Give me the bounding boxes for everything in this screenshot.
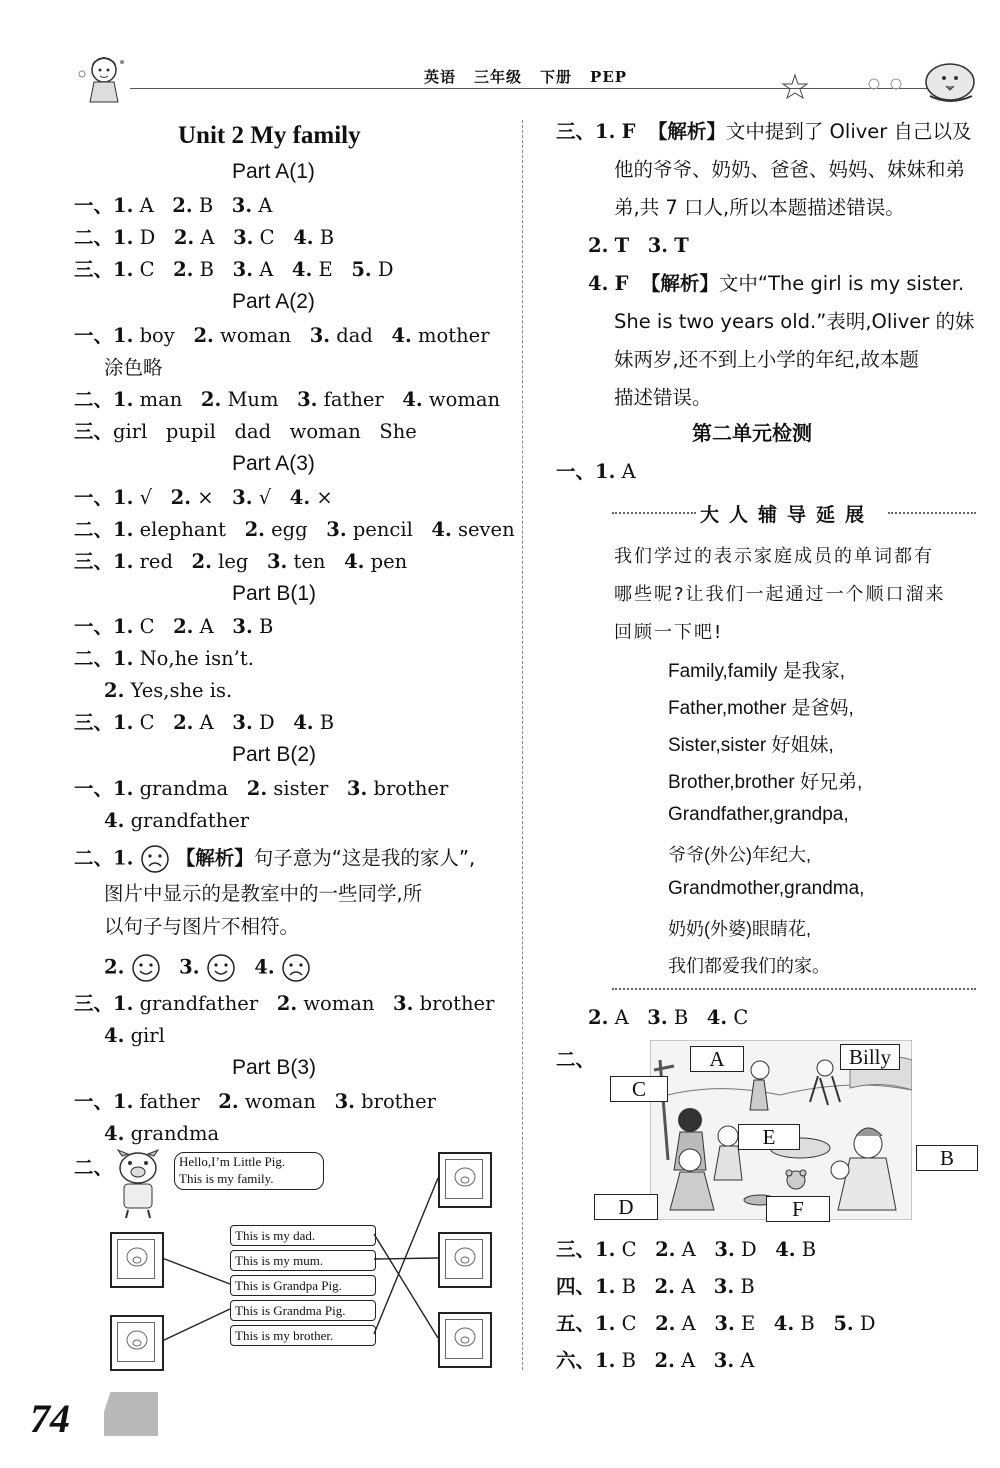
- answer-line: 4. F 【解析】文中“The girl is my sister.: [588, 272, 965, 295]
- rhyme-line: Grandmother,grandma,: [668, 878, 865, 899]
- explanation-line: 弟,共 7 口人,所以本题描述错误。: [614, 196, 905, 219]
- sentence-box: This is my dad.: [230, 1225, 376, 1246]
- answer-line: 二、1. No,he isn’t.: [74, 647, 254, 670]
- pig-face-icon: [450, 1243, 480, 1273]
- picture-label: E: [738, 1124, 800, 1150]
- answer-line: 三、1. red 2. leg 3. ten 4. pen: [74, 550, 408, 573]
- bird-cartoon-icon: [860, 50, 980, 106]
- answer-line: 六、1. B 2. A 3. A: [556, 1349, 755, 1372]
- answer-line: 三、1. F 【解析】文中提到了 Oliver 自己以及: [556, 120, 972, 143]
- answer-line: 4. grandma: [104, 1122, 220, 1145]
- part-b2-heading: Part B(2): [232, 743, 317, 766]
- picture-label: Billy: [840, 1044, 900, 1070]
- pig-face-icon: [122, 1243, 152, 1273]
- dotted-rule: [888, 512, 976, 514]
- rhyme-line: Grandfather,grandpa,: [668, 804, 849, 825]
- column-divider: [522, 120, 523, 1370]
- answer-line: 二、1. man 2. Mum 3. father 4. woman: [74, 388, 501, 411]
- answer-line: 三、1. C 2. A 3. D 4. B: [74, 711, 335, 734]
- answer-line: 4. grandfather: [104, 809, 250, 832]
- part-b3-heading: Part B(3): [232, 1056, 317, 1079]
- pig-face-icon: [450, 1323, 480, 1353]
- answer-line: 4. girl: [104, 1024, 165, 1047]
- answer-line: 一、1. √ 2. × 3. √ 4. ×: [74, 486, 333, 509]
- answer-line: 四、1. B 2. A 3. B: [556, 1275, 755, 1298]
- explanation-line: 图片中显示的是教室中的一些同学,所: [104, 882, 423, 905]
- answer-line: 一、1. grandma 2. sister 3. brother: [74, 777, 449, 800]
- answer-line: 一、1. father 2. woman 3. brother: [74, 1090, 436, 1113]
- sentence-box: This is my mum.: [230, 1250, 376, 1271]
- part-a1-heading: Part A(1): [232, 160, 315, 183]
- pig-face-icon: [450, 1163, 480, 1193]
- sentence-box: This is Grandma Pig.: [230, 1300, 376, 1321]
- tips-text: 回顾一下吧!: [614, 622, 724, 643]
- answer-note: 涂色略: [104, 356, 163, 379]
- page-tab-decoration: [104, 1392, 158, 1436]
- answer-line: 2. 3. 4.: [104, 953, 311, 983]
- rhyme-line: 爷爷(外公)年纪大,: [668, 845, 811, 865]
- explanation-line: 妹两岁,还不到上小学的年纪,故本题: [614, 348, 919, 371]
- answer-line: 一、1. C 2. A 3. B: [74, 615, 274, 638]
- dotted-rule: [612, 988, 976, 990]
- header-text: 英语 三年级 下册 PEP: [424, 68, 628, 86]
- rhyme-line: Sister,sister 好姐妹,: [668, 735, 834, 756]
- page-title: Unit 2 My family: [178, 122, 361, 149]
- parent-tips-heading: 大人辅导延展: [700, 504, 875, 526]
- dotted-rule: [612, 512, 696, 514]
- page-number: 74: [30, 1396, 70, 1441]
- part-a3-heading: Part A(3): [232, 452, 315, 475]
- answer-line: 五、1. C 2. A 3. E 4. B 5. D: [556, 1312, 876, 1335]
- explanation-line: 以句子与图片不相符。: [104, 915, 300, 938]
- answer-line: 2. Yes,she is.: [104, 679, 233, 702]
- girl-cartoon-icon: [70, 52, 132, 110]
- unit-test-heading: 第二单元检测: [692, 421, 812, 445]
- answer-line: 二、1. D 2. A 3. C 4. B: [74, 226, 335, 249]
- picture-frame: [438, 1312, 492, 1368]
- picture-label: D: [594, 1194, 658, 1220]
- rhyme-line: Family,family 是我家,: [668, 661, 845, 682]
- tips-text: 哪些呢?让我们一起通过一个顺口溜来: [614, 584, 946, 605]
- picture-label: C: [610, 1076, 668, 1102]
- answer-line: 三、1. C 2. B 3. A 4. E 5. D: [74, 258, 394, 281]
- picture-label: A: [690, 1046, 744, 1072]
- answer-line: 三、1. C 2. A 3. D 4. B: [556, 1238, 817, 1261]
- answer-line: 三、girl pupil dad woman She: [74, 420, 417, 443]
- part-b1-heading: Part B(1): [232, 582, 317, 605]
- picture-frame: [110, 1315, 164, 1371]
- rhyme-line: 奶奶(外婆)眼睛花,: [668, 919, 811, 939]
- picture-label: F: [766, 1196, 830, 1222]
- answer-line: 二、1. elephant 2. egg 3. pencil 4. seven: [74, 518, 515, 541]
- header-rule: [130, 88, 930, 89]
- speech-bubble: Hello,I’m Little Pig. This is my family.: [174, 1152, 324, 1190]
- pig-cartoon-icon: [108, 1148, 172, 1220]
- explanation-line: 描述错误。: [614, 386, 712, 409]
- answer-line: 2. A 3. B 4. C: [588, 1006, 749, 1029]
- answer-line: 二、1. 【解析】句子意为“这是我的家人”,: [74, 844, 475, 874]
- star-icon: [780, 72, 810, 102]
- page-header: [0, 0, 1000, 100]
- picture-frame: [438, 1232, 492, 1288]
- picture-frame: [110, 1232, 164, 1288]
- picture-frame: [438, 1152, 492, 1208]
- rhyme-line: Father,mother 是爸妈,: [668, 698, 854, 719]
- answer-line: 一、1. A: [556, 460, 636, 483]
- explanation-line: 他的爷爷、奶奶、爸爸、妈妈、妹妹和弟: [614, 158, 966, 181]
- rhyme-line: Brother,brother 好兄弟,: [668, 772, 863, 793]
- answer-line: 一、1. A 2. B 3. A: [74, 194, 273, 217]
- answer-line: 一、1. boy 2. woman 3. dad 4. mother: [74, 324, 490, 347]
- part-a2-heading: Part A(2): [232, 290, 315, 313]
- smile-face-icon: [131, 953, 161, 983]
- answer-line: 三、1. grandfather 2. woman 3. brother: [74, 992, 495, 1015]
- picture-label: B: [916, 1145, 978, 1171]
- answer-line: 2. T 3. T: [588, 234, 689, 257]
- pig-face-icon: [122, 1326, 152, 1356]
- sentence-box: This is Grandpa Pig.: [230, 1275, 376, 1296]
- rhyme-line: 我们都爱我们的家。: [668, 956, 830, 976]
- question-prefix: 二、: [556, 1048, 596, 1071]
- question-prefix: 二、: [74, 1156, 114, 1179]
- explanation-line: She is two years old.”表明,Oliver 的妹: [614, 310, 975, 333]
- tips-text: 我们学过的表示家庭成员的单词都有: [614, 546, 934, 567]
- sad-face-icon: [281, 953, 311, 983]
- smile-face-icon: [206, 953, 236, 983]
- sentence-box: This is my brother.: [230, 1325, 376, 1346]
- sad-face-icon: [140, 844, 170, 874]
